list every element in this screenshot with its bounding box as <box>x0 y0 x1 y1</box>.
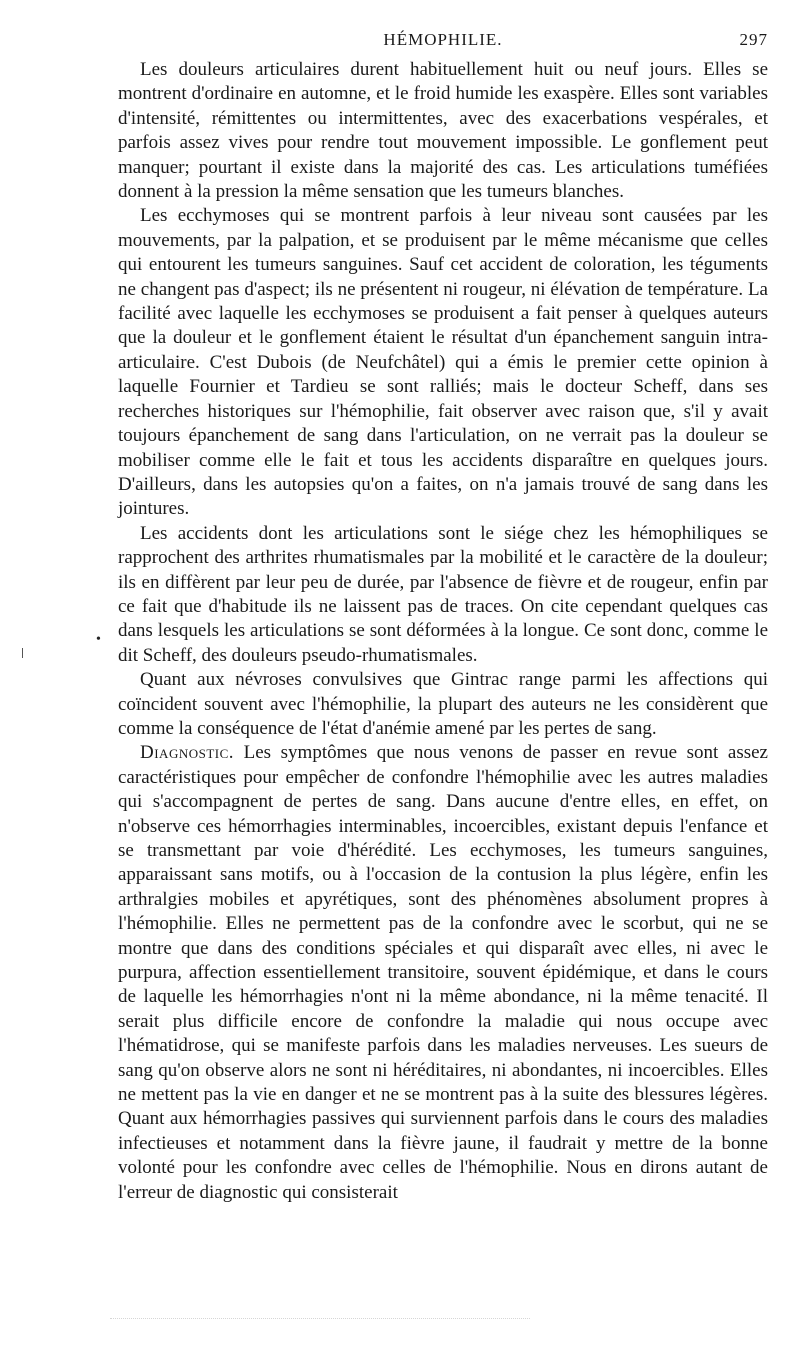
diagnostic-text: Les symptômes que nous venons de passer en revue sont assez caractéristiques pour empêcher de confondre l'hémophilie avec les autres maladies qui s'accompagnent de pertes de sang. Dans aucune d'entre elles, en effet, on n'observe ces hémorrhagies interminables, incoercibles, existant depuis l'enfance et se transmettant par voie d'hérédité. Les ecchymoses, les tumeurs sanguines, apparaissant sans motifs, ou à l'occasion de la contusion la plus légère, enfin les arthralgies mobiles et apyrétiques, sont des phénomènes absolument propres à l'hémophilie. Elles ne permettent pas de la confondre avec le scorbut, qui ne se montre que dans des conditions spéciales et qui disparaît avec elles, ni avec le purpura, affection essentiellement transitoire, souvent épidémique, et dans le cours de laquelle les hémorrhagies n'ont ni la même abondance, ni la même tenacité. Il serait plus difficile encore de confondre la maladie qui nous occupe avec l'hématidrose, qui se manifeste parfois dans les maladies nerveuses. Les sueurs de sang qu'on observe alors ne sont ni héréditaires, ni abondantes, ni incoercibles. Elles ne mettent pas la vie en danger et ne se montrent pas à la suite des blessures légères. Quant aux hémorrhagies passives qui surviennent parfois dans le cours des maladies infectieuses et notamment dans la fièvre jaune, il faudrait y mettre de la bonne volonté pour les confondre avec celles de l'hémophilie. Nous en dirons autant de l'erreur de diagnostic qui consisterait <box>118 742 768 1203</box>
paragraph-ecchymoses: Les ecchymoses qui se montrent parfois à leur niveau sont causées par les mouvements, par la palpation, et se produisent par le même mécanisme que celles qui entourent les tumeurs sanguines. Sauf cet accident de coloration, les téguments ne changent pas d'aspect; ils ne présentent ni rougeur, ni élévation de température. La facilité avec laquelle les ecchymoses se produisent a fait penser à quelques auteurs que la douleur et le gonflement étaient le résultat d'un épanchement sanguin intra-articulaire. C'est Dubois (de Neufchâtel) qui a émis le premier cette opinion à laquelle Fournier et Tardieu se sont ralliés; mais le docteur Scheff, dans ses recherches historiques sur l'hémophilie, fait observer avec raison que, s'il y avait toujours épanchement de sang dans l'articulation, on ne verrait pas la douleur se mobiliser comme elle le fait et tous les accidents disparaître en quelques jours. D'ailleurs, dans les autopsies qu'on a faites, on n'a jamais trouvé de sang dans les jointures. <box>118 205 768 520</box>
paragraph-articular-pain: Les douleurs articulaires durent habituellement huit ou neuf jours. Elles se montrent d'ordinaire en automne, et le froid humide les exaspère. Elles sont variables d'intensité, rémittentes ou intermittentes, avec des exacerbations vespérales, et parfois assez vives pour rendre tout mouvement impossible. Le gonflement peut manquer; pourtant il existe dans la majorité des cas. Les articulations tuméfiées donnent à la pression la même sensation que les tumeurs blanches. <box>118 59 768 203</box>
section-lead-diagnostic: Diagnostic. <box>140 742 235 764</box>
page-number: 297 <box>739 30 768 49</box>
margin-tick-mark <box>22 648 23 658</box>
paragraph-convulsive-neuroses: Quant aux névroses convulsives que Gintrac range parmi les affections qui coïncident souvent avec l'hémophilie, la plupart des auteurs ne les considèrent que comme la conséquence de l'état d'anémie amené par les pertes de sang. <box>118 669 768 739</box>
book-page <box>118 30 768 1205</box>
page-bottom-specks <box>110 1318 530 1325</box>
running-head <box>118 30 768 58</box>
margin-asterisk-mark: • <box>96 632 101 647</box>
running-title: HÉMOPHILIE. <box>383 30 503 49</box>
paragraph-articular-accidents: Les accidents dont les articulations sont le siége chez les hémophiliques se rapprochent des arthrites rhumatismales par la mobilité et le caractère de la douleur; ils en diffèrent par leur peu de durée, par l'absence de fièvre et de rougeur, enfin par ce fait que d'habitude ils ne laissent pas de traces. On cite cependant quelques cas dans lesquels les articulations se sont déformées à la longue. Ce sont donc, comme le dit Scheff, des douleurs pseudo-rhumatismales. <box>118 522 768 666</box>
body-text <box>118 58 768 1205</box>
paragraph-diagnostic <box>118 741 768 1205</box>
